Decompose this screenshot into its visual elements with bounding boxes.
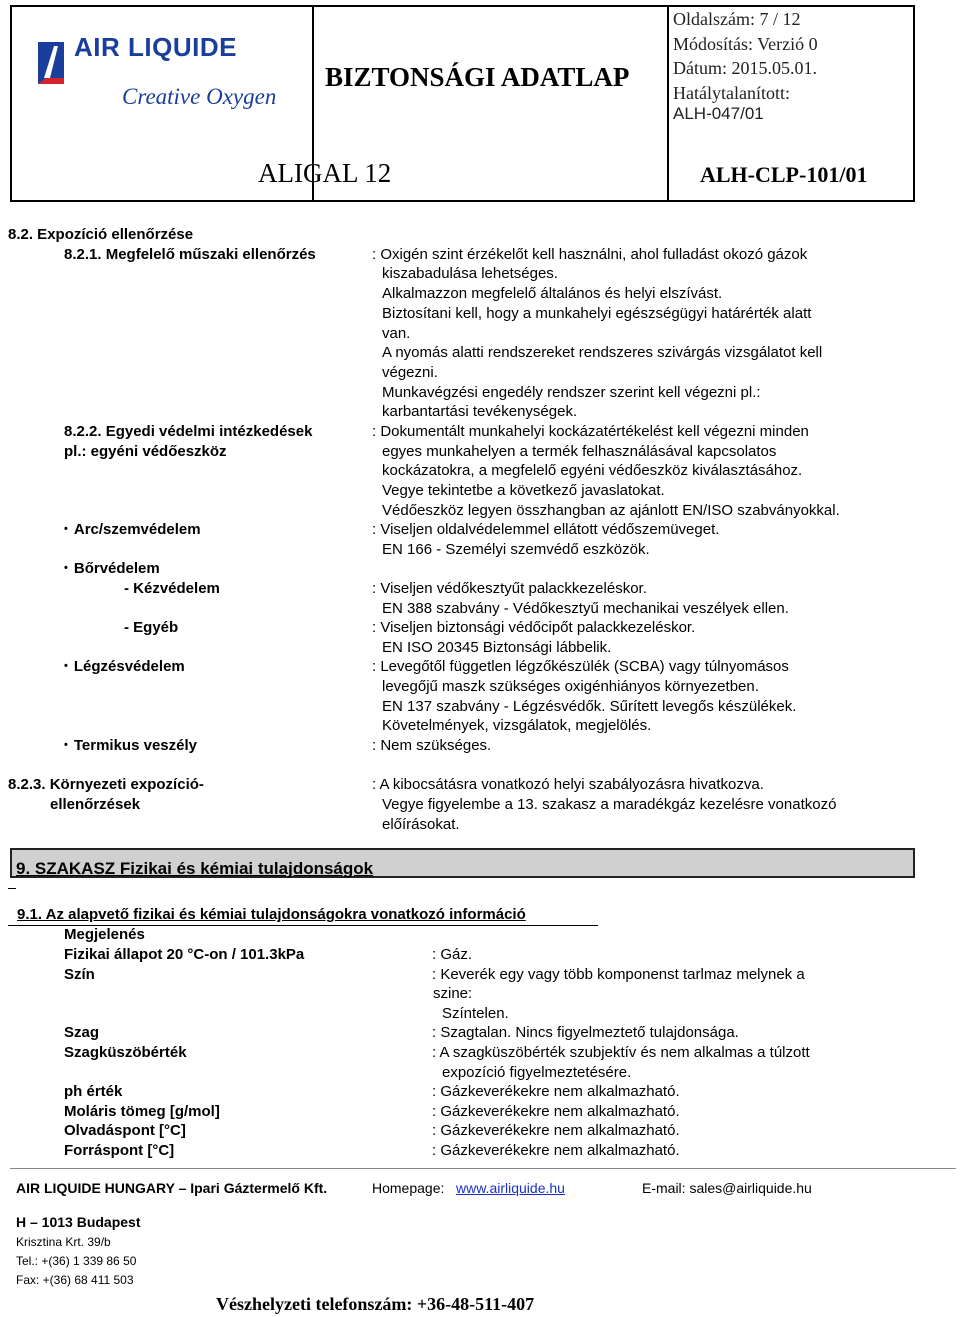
- eye-protection-label: • Arc/szemvédelem: [64, 521, 201, 538]
- supersedes-label: Hatálytalanított:: [673, 83, 790, 103]
- eng-control-label: 8.2.1. Megfelelő műszaki ellenőrzés: [64, 246, 316, 263]
- revision: Módosítás: Verzió 0: [673, 34, 818, 54]
- footer-emergency-phone: Vészhelyzeti telefonszám: +36-48-511-407: [216, 1294, 535, 1314]
- molar-mass-label: Moláris tömeg [g/mol]: [64, 1103, 220, 1120]
- physical-state-label: Fizikai állapot 20 °C-on / 101.3kPa: [64, 946, 305, 963]
- eye-protection-text: : Viseljen oldalvédelemmel ellátott védőszemüveget.: [372, 521, 720, 538]
- skin-protection-label: • Bőrvédelem: [64, 560, 160, 577]
- page-number: Oldalszám: 7 / 12: [673, 9, 801, 29]
- boiling-point-value: : Gázkeverékekre nem alkalmazható.: [432, 1142, 680, 1159]
- divider: [8, 888, 16, 889]
- odor-value: : Szagtalan. Nincs figyelmeztető tulajdonsága.: [432, 1024, 739, 1041]
- boiling-point-label: Forráspont [°C]: [64, 1142, 175, 1159]
- header-divider: [667, 7, 669, 200]
- thermal-hazard-label: • Termikus veszély: [64, 737, 197, 754]
- ppe-sublabel: pl.: egyéni védőeszköz: [64, 443, 227, 460]
- odor-threshold-value-cont: expozíció figyelmeztetésére.: [442, 1064, 632, 1081]
- physical-state-value: : Gáz.: [432, 946, 473, 963]
- color-value-cont: szine:: [433, 985, 473, 1002]
- other-protection-standard: EN ISO 20345 Biztonsági lábbelik.: [382, 639, 612, 656]
- hand-protection-label: - Kézvédelem: [124, 580, 220, 597]
- eye-protection-standard: EN 166 - Személyi szemvédő eszközök.: [382, 541, 650, 558]
- odor-threshold-value: : A szagküszöbérték szubjektív és nem alkalmas a túlzott: [432, 1044, 810, 1061]
- document-title: BIZTONSÁGI ADATLAP: [325, 62, 630, 92]
- color-label: Szín: [64, 966, 95, 983]
- section-9-1-heading: 9.1. Az alapvető fizikai és kémiai tulajdonságokra vonatkozó információ: [17, 906, 526, 923]
- footer-fax: Fax: +(36) 68 411 503: [16, 1273, 134, 1287]
- document-code: ALH-CLP-101/01: [700, 162, 868, 187]
- ph-value: : Gázkeverékekre nem alkalmazható.: [432, 1083, 680, 1100]
- molar-mass-value: : Gázkeverékekre nem alkalmazható.: [432, 1103, 680, 1120]
- melting-point-label: Olvadáspont [°C]: [64, 1122, 186, 1139]
- supersedes-code: ALH-047/01: [673, 104, 764, 123]
- footer-phone: Tel.: +(36) 1 339 86 50: [16, 1254, 137, 1268]
- hand-protection-standard: EN 388 szabvány - Védőkesztyű mechanikai veszélyek ellen.: [382, 600, 789, 617]
- ph-label: ph érték: [64, 1083, 123, 1100]
- ppe-label: 8.2.2. Egyedi védelmi intézkedések: [64, 423, 313, 440]
- section-8-2-heading: 8.2. Expozíció ellenőrzése: [8, 226, 194, 243]
- other-protection-text: : Viseljen biztonsági védőcipőt palackkezeléskor.: [372, 619, 696, 636]
- color-value: : Keverék egy vagy több komponenst tarlmaz melynek a: [432, 966, 805, 983]
- odor-label: Szag: [64, 1024, 100, 1041]
- hand-protection-text: : Viseljen védőkesztyűt palackkezeléskor.: [372, 580, 647, 597]
- appearance-label: Megjelenés: [64, 926, 145, 943]
- odor-threshold-label: Szagküszöbérték: [64, 1044, 187, 1061]
- footer-street: Krisztina Krt. 39/b: [16, 1235, 111, 1249]
- date: Dátum: 2015.05.01.: [673, 58, 817, 78]
- respiratory-protection-label: • Légzésvédelem: [64, 658, 185, 675]
- env-exposure-label: 8.2.3. Környezeti expozíció-: [8, 776, 204, 793]
- env-exposure-sublabel: ellenőrzések: [50, 796, 141, 813]
- footer-email: E-mail: sales@airliquide.hu: [642, 1180, 812, 1196]
- thermal-hazard-text: : Nem szükséges.: [372, 737, 492, 754]
- product-name: ALIGAL 12: [258, 158, 392, 188]
- melting-point-value: : Gázkeverékekre nem alkalmazható.: [432, 1122, 680, 1139]
- section-9-heading-bar: [10, 848, 915, 878]
- logo-tagline: Creative Oxygen: [122, 84, 277, 109]
- footer-city: H – 1013 Budapest: [16, 1214, 141, 1230]
- footer-homepage-label: Homepage:: [372, 1180, 445, 1196]
- color-value-cont: Színtelen.: [442, 1005, 509, 1022]
- footer-company: AIR LIQUIDE HUNGARY – Ipari Gáztermelő Kft.: [16, 1180, 328, 1196]
- footer-homepage-link[interactable]: www.airliquide.hu: [456, 1180, 565, 1196]
- section-9-heading: 9. SZAKASZ Fizikai és kémiai tulajdonságok: [16, 859, 374, 878]
- other-protection-label: - Egyéb: [124, 619, 179, 636]
- footer-divider: [10, 1168, 956, 1169]
- logo-brand-text: AIR LIQUIDE: [74, 32, 237, 62]
